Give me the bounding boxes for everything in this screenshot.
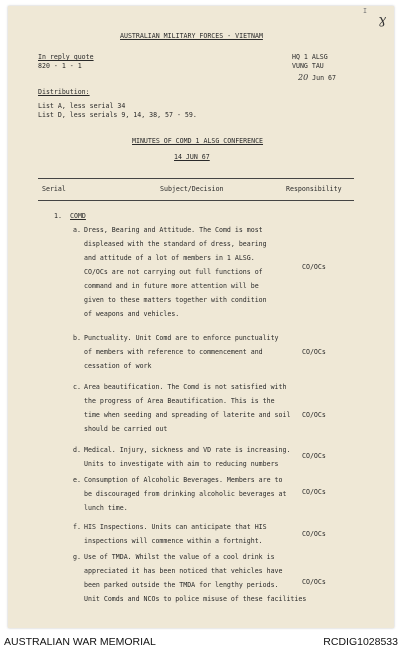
item-responsibility: CO/OCs [302, 452, 326, 460]
column-header-responsibility: Responsibility [286, 185, 342, 193]
document-page [8, 6, 394, 628]
item-text-line: of members with reference to commencement and [84, 348, 263, 356]
date-handwritten-day: 20 [298, 73, 309, 82]
archive-record-id: RCDIG1028533 [323, 636, 398, 648]
item-text-line: command and in future more attention will be [84, 282, 259, 290]
item-text-line: Use of TMDA. Whilst the value of a cool drink is [84, 553, 275, 561]
item-responsibility: CO/OCs [302, 530, 326, 538]
item-text-line: Unit Comds and NCOs to police misuse of these facilities [84, 595, 307, 603]
unit-name: HQ 1 ALSG [292, 53, 328, 61]
reply-label: In reply quote [38, 53, 94, 61]
section-number: 1. [54, 212, 62, 220]
archive-name: AUSTRALIAN WAR MEMORIAL [4, 636, 156, 648]
item-text-line: be discouraged from drinking alcoholic beverages at [84, 490, 287, 498]
item-text-line: Medical. Injury, sickness and VD rate is increasing. [84, 446, 291, 454]
column-header-serial: Serial [42, 185, 66, 193]
item-text-line: time when seeding and spreading of laterite and soil [84, 411, 291, 419]
archive-footer [0, 630, 402, 654]
item-text-line: Consumption of Alcoholic Beverages. Members are to [84, 476, 283, 484]
minutes-title: MINUTES OF COMD 1 ALSG CONFERENCE [132, 137, 264, 145]
table-header-rule [38, 200, 354, 201]
reply-reference: 820 - 1 - 1 [38, 62, 82, 70]
item-text-line: displeased with the standard of dress, bearing [84, 240, 267, 248]
item-letter: b. [73, 334, 81, 342]
item-text-line: inspections will commence within a fortnight. [84, 537, 263, 545]
item-letter: g. [73, 553, 81, 561]
section-title: COMD [70, 212, 86, 220]
corner-handwritten-mark: ɣ [378, 13, 386, 28]
item-text-line: given to these matters together with condition [84, 296, 267, 304]
item-letter: f. [73, 523, 81, 531]
item-text-line: Punctuality. Unit Comd are to enforce punctuality [84, 334, 279, 342]
unit-location: VUNG TAU [292, 62, 324, 70]
hole-punch-mark: I [363, 7, 367, 15]
document-header-title: AUSTRALIAN MILITARY FORCES - VIETNAM [120, 32, 263, 40]
item-letter: d. [73, 446, 81, 454]
item-text-line: been parked outside the TMDA for lengthy periods. [84, 581, 279, 589]
item-text-line: Dress, Bearing and Attitude. The Comd is most [84, 226, 263, 234]
column-header-subject: Subject/Decision [160, 185, 224, 193]
item-text-line: the progress of Area Beautification. This is the [84, 397, 275, 405]
item-letter: e. [73, 476, 81, 484]
item-text-line: lunch time. [84, 504, 128, 512]
item-letter: a. [73, 226, 81, 234]
item-text-line: HIS Inspections. Units can anticipate that HIS [84, 523, 267, 531]
item-text-line: of weapons and vehicles. [84, 310, 180, 318]
item-text-line: should be carried out [84, 425, 168, 433]
distribution-label: Distribution: [38, 88, 90, 96]
item-text-line: CO/OCs are not carrying out full functions of [84, 268, 263, 276]
item-responsibility: CO/OCs [302, 578, 326, 586]
item-responsibility: CO/OCs [302, 348, 326, 356]
item-responsibility: CO/OCs [302, 488, 326, 496]
table-top-rule [38, 178, 354, 179]
item-text-line: cessation of work [84, 362, 152, 370]
item-text-line: Units to investigate with aim to reducing numbers [84, 460, 279, 468]
date-month-year: Jun 67 [312, 74, 336, 82]
distribution-line: List D, less serials 9, 14, 38, 57 - 59. [38, 111, 197, 119]
item-text-line: Area beautification. The Comd is not satisfied with [84, 383, 287, 391]
item-text-line: appreciated it has been noticed that vehicles have [84, 567, 283, 575]
distribution-line: List A, less serial 34 [38, 102, 126, 110]
minutes-date: 14 JUN 67 [174, 153, 210, 161]
item-responsibility: CO/OCs [302, 411, 326, 419]
document-date [298, 74, 336, 82]
item-letter: c. [73, 383, 81, 391]
item-responsibility: CO/OCs [302, 263, 326, 271]
item-text-line: and attitude of a lot of members in 1 ALSG. [84, 254, 255, 262]
